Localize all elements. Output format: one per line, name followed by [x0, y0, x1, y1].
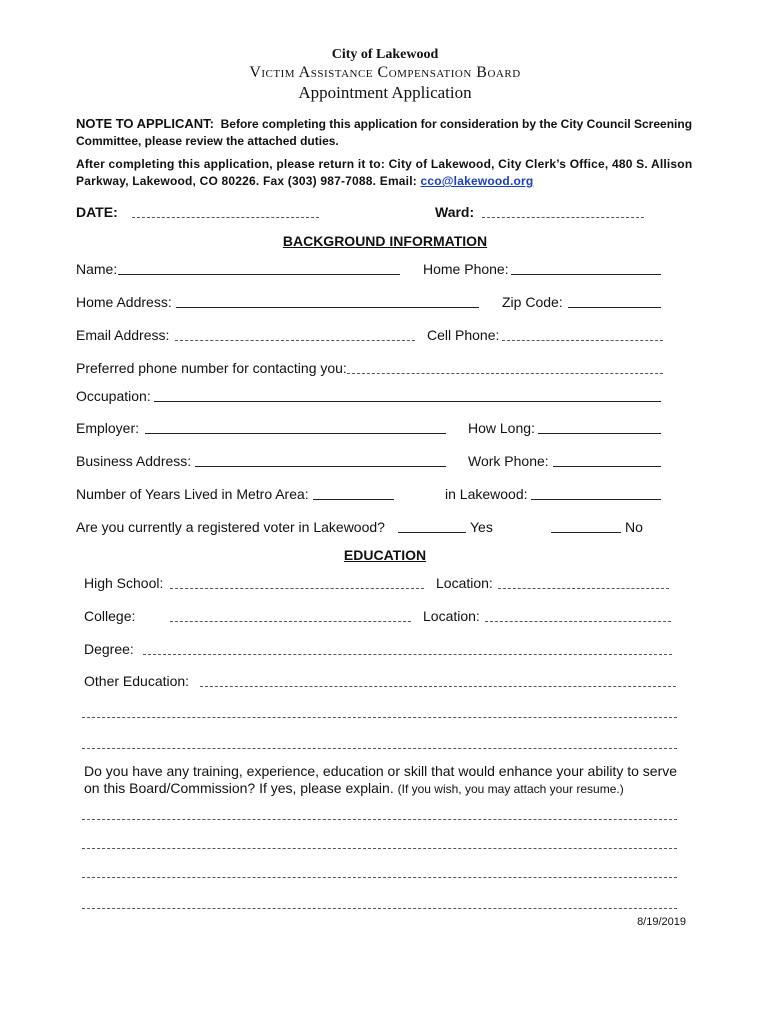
other-education-label: Other Education:: [84, 673, 190, 689]
college-location-label: Location:: [423, 608, 480, 624]
preferred-phone-label: Preferred phone number for contacting you:: [76, 360, 347, 376]
email-address-field[interactable]: [175, 340, 415, 341]
date-field[interactable]: [132, 217, 319, 218]
how-long-field[interactable]: [538, 433, 661, 434]
return-text: After completing this application, please return it to: City of Lakewood, City Clerk’s Office, 480 S. Allison Parkway, Lakewood, CO 80226. Fax (303) 987-7088. Email:: [76, 157, 693, 188]
home-phone-field[interactable]: [511, 274, 661, 275]
degree-field[interactable]: [143, 654, 672, 655]
name-label: Name:: [76, 261, 118, 277]
training-answer-line[interactable]: [82, 819, 677, 820]
ward-label: Ward:: [435, 204, 475, 220]
cell-phone-field[interactable]: [502, 340, 663, 341]
training-answer-line[interactable]: [82, 848, 677, 849]
education-heading: EDUCATION: [343, 547, 427, 563]
college-field[interactable]: [170, 621, 411, 622]
occupation-label: Occupation:: [76, 388, 151, 404]
voter-yes-field[interactable]: [398, 532, 466, 533]
voter-yes-label: Yes: [470, 519, 493, 535]
business-address-field[interactable]: [195, 466, 446, 467]
form-title: Appointment Application: [298, 83, 472, 102]
occupation-field[interactable]: [154, 401, 661, 402]
note-label: NOTE TO APPLICANT:: [76, 116, 214, 131]
training-question-text: Do you have any training, experience, education or skill that would enhance your ability to serve on this Board/Commission? If yes, please explain.: [84, 763, 678, 796]
board-name: Victim Assistance Compensation Board: [249, 64, 521, 81]
background-heading: BACKGROUND INFORMATION: [282, 233, 488, 249]
work-phone-field[interactable]: [553, 466, 661, 467]
cell-phone-label: Cell Phone:: [427, 327, 500, 343]
note-text: Before completing this application for consideration by the City Council Screening Committee, please review the attached duties.: [76, 117, 693, 148]
zip-code-field[interactable]: [568, 307, 661, 308]
college-location-field[interactable]: [485, 621, 671, 622]
employer-label: Employer:: [76, 420, 140, 436]
preferred-phone-field[interactable]: [347, 373, 663, 374]
name-field[interactable]: [118, 274, 400, 275]
home-address-label: Home Address:: [76, 294, 172, 310]
email-link[interactable]: cco@lakewood.org: [420, 174, 534, 188]
email-address-label: Email Address:: [76, 327, 170, 343]
in-lakewood-field[interactable]: [531, 499, 661, 500]
voter-no-field[interactable]: [551, 532, 621, 533]
date-label: DATE:: [76, 204, 118, 220]
home-phone-label: Home Phone:: [423, 261, 509, 277]
voter-no-label: No: [625, 519, 643, 535]
revision-date: 8/19/2019: [637, 916, 686, 928]
other-education-line[interactable]: [82, 717, 677, 718]
other-education-field[interactable]: [200, 686, 676, 687]
high-school-field[interactable]: [170, 588, 424, 589]
years-metro-field[interactable]: [313, 499, 394, 500]
other-education-line[interactable]: [82, 748, 677, 749]
work-phone-label: Work Phone:: [468, 453, 549, 469]
training-answer-line[interactable]: [82, 908, 677, 909]
ward-field[interactable]: [482, 217, 644, 218]
college-label: College:: [84, 608, 136, 624]
note-to-applicant: [76, 115, 696, 150]
training-question: [84, 763, 684, 798]
how-long-label: How Long:: [468, 420, 535, 436]
business-address-label: Business Address:: [76, 453, 192, 469]
high-school-label: High School:: [84, 575, 164, 591]
training-answer-line[interactable]: [82, 877, 677, 878]
home-address-field[interactable]: [176, 307, 479, 308]
city-name: City of Lakewood: [331, 47, 439, 62]
resume-note: (If you wish, you may attach your resume.): [397, 782, 624, 796]
degree-label: Degree:: [84, 641, 134, 657]
high-school-location-field[interactable]: [498, 588, 669, 589]
zip-code-label: Zip Code:: [502, 294, 563, 310]
registered-voter-question: Are you currently a registered voter in Lakewood?: [76, 519, 385, 535]
years-metro-label: Number of Years Lived in Metro Area:: [76, 486, 309, 502]
return-instructions: [76, 156, 696, 190]
high-school-location-label: Location:: [436, 575, 493, 591]
in-lakewood-label: in Lakewood:: [445, 486, 528, 502]
employer-field[interactable]: [145, 433, 446, 434]
